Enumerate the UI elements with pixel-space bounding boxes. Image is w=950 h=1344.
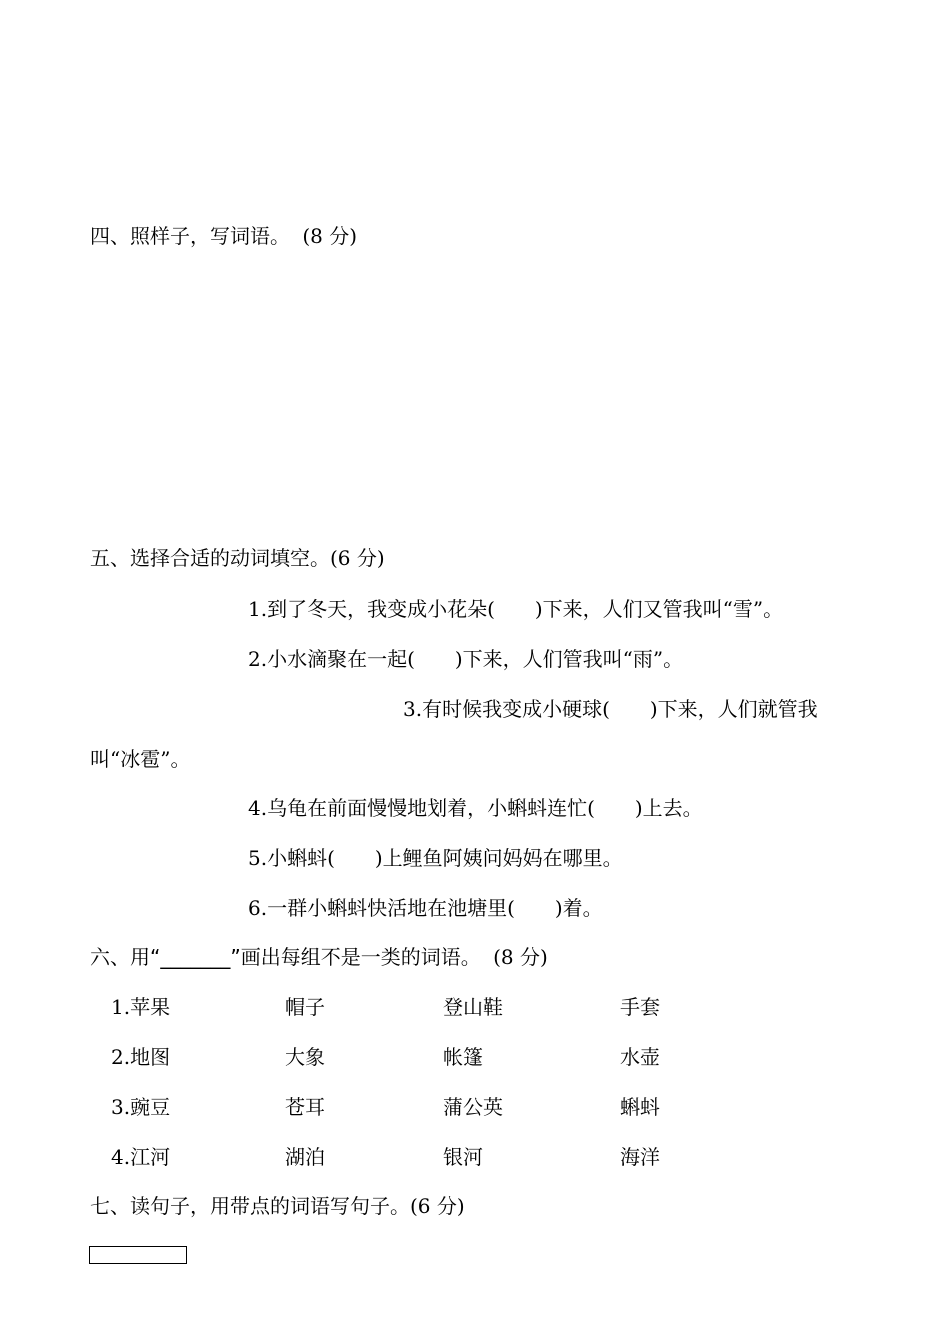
section-7-title: 七、读句子，用带点的词语写句子。	[90, 1194, 410, 1218]
answer-box[interactable]	[89, 1246, 187, 1264]
word-cell: 2.地图	[111, 1045, 171, 1069]
section-6-heading	[90, 944, 548, 970]
question-item: 1.到了冬天，我变成小花朵( )下来，人们又管我叫“雪”。	[248, 597, 784, 621]
word-cell: 蒲公英	[443, 1095, 503, 1119]
word-cell: 蝌蚪	[620, 1095, 660, 1119]
word-cell: 湖泊	[285, 1145, 325, 1169]
word-cell: 3.豌豆	[111, 1095, 171, 1119]
word-cell: 大象	[285, 1045, 325, 1069]
section-5-title: 五、选择合适的动词填空。	[90, 546, 330, 570]
question-item: 6.一群小蝌蚪快活地在池塘里( )着。	[248, 896, 603, 920]
section-7-score: (6 分)	[410, 1194, 465, 1218]
question-item: 3.有时候我变成小硬球( )下来，人们就管我	[403, 697, 818, 721]
section-4-score: (8 分)	[302, 224, 358, 248]
question-item: 4.乌龟在前面慢慢地划着，小蝌蚪连忙( )上去。	[248, 796, 703, 820]
word-cell: 帐篷	[443, 1045, 483, 1069]
word-cell: 帽子	[285, 995, 325, 1019]
question-item: 2.小水滴聚在一起( )下来，人们管我叫“雨”。	[248, 647, 684, 671]
section-4-title: 四、照样子，写词语。	[90, 224, 290, 248]
word-cell: 水壶	[620, 1045, 660, 1069]
section-5-score: (6 分)	[330, 546, 385, 570]
word-cell: 手套	[620, 995, 660, 1019]
section-6-score: (8 分)	[493, 945, 548, 969]
word-cell: 4.江河	[111, 1145, 171, 1169]
word-cell: 海洋	[620, 1145, 660, 1169]
section-4-heading	[90, 223, 357, 249]
section-6-title: 六、用“_______”画出每组不是一类的词语。	[90, 945, 481, 969]
word-cell: 银河	[443, 1145, 483, 1169]
section-7-heading	[90, 1193, 465, 1219]
word-cell: 登山鞋	[443, 995, 503, 1019]
question-item: 5.小蝌蚪( )上鲤鱼阿姨问妈妈在哪里。	[248, 846, 623, 870]
word-cell: 苍耳	[285, 1095, 325, 1119]
word-cell: 1.苹果	[111, 995, 171, 1019]
question-item-continuation: 叫“冰雹”。	[90, 747, 191, 771]
section-5-heading	[90, 545, 385, 571]
